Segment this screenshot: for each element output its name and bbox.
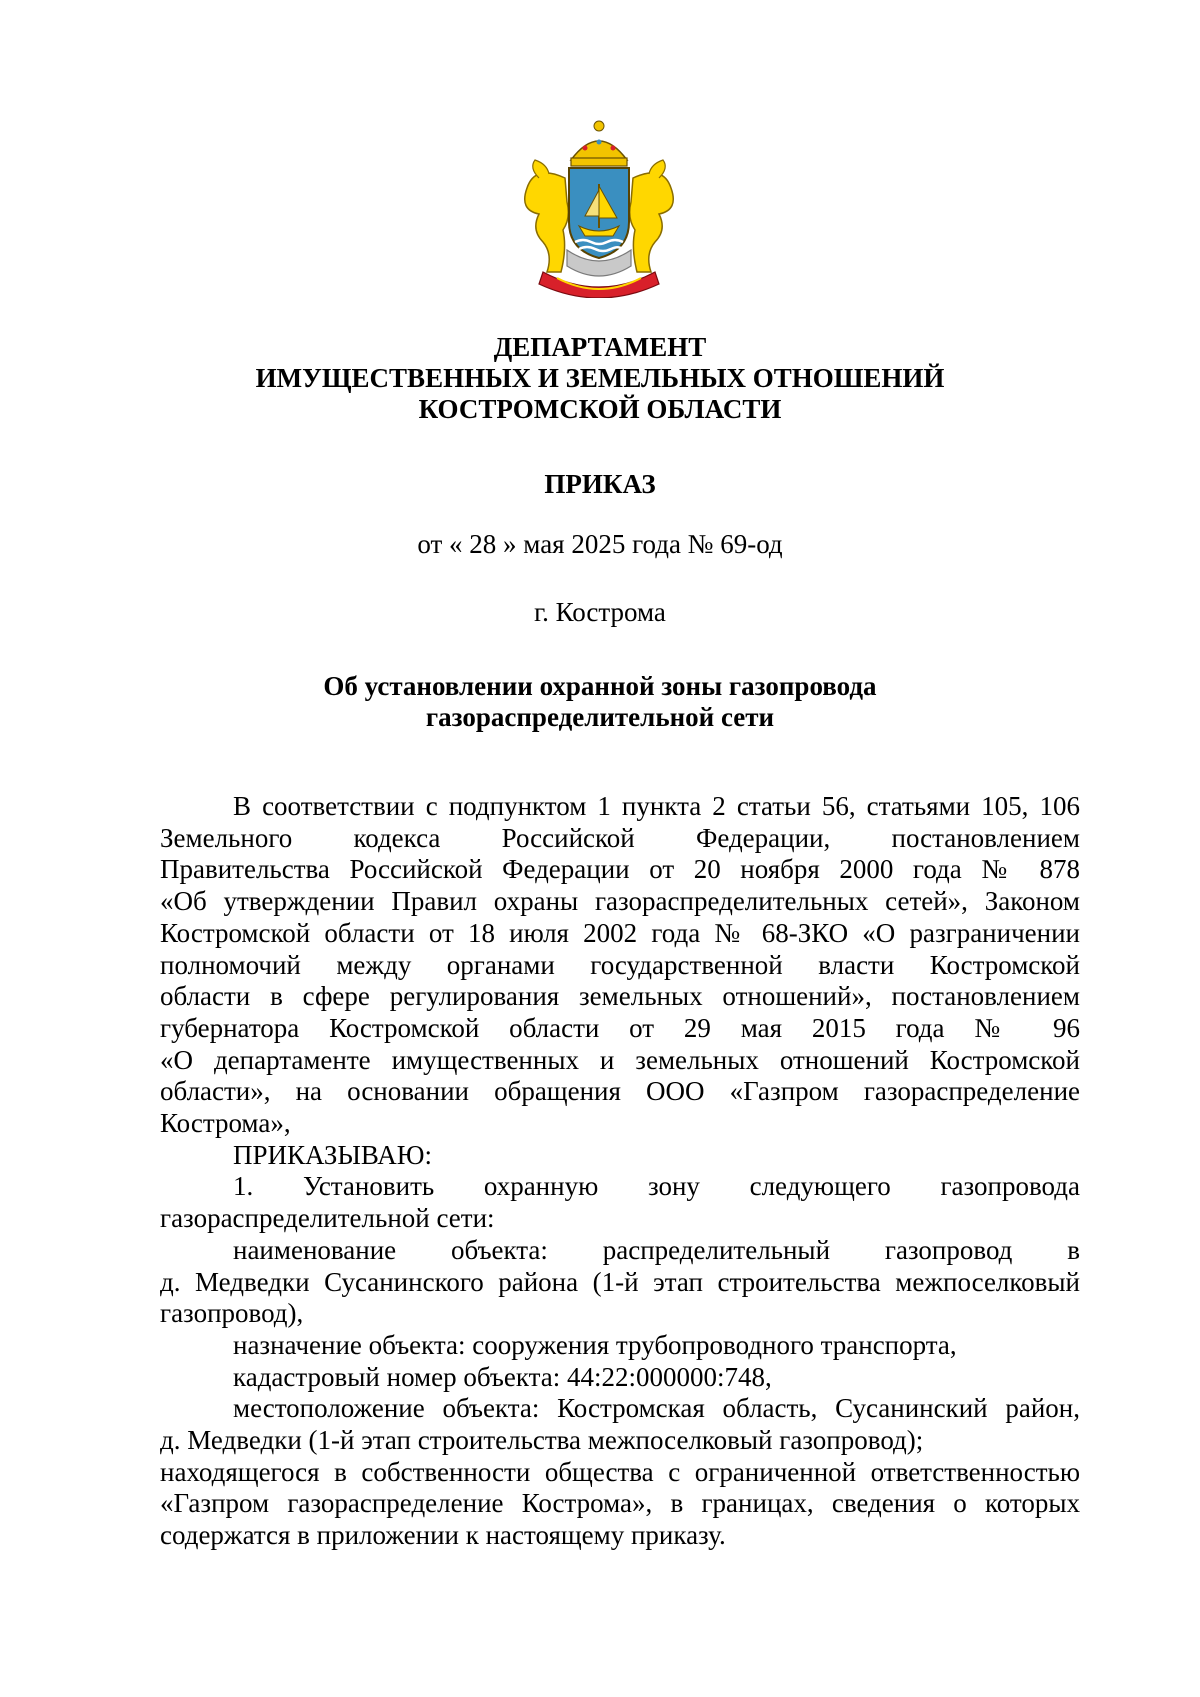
body-line: области», на основании обращения ООО «Газпром газораспределение bbox=[160, 1076, 1080, 1107]
body-line: Земельного кодекса Российской Федерации, постановлением bbox=[160, 822, 1080, 853]
order-date-number: от « 28 » мая 2025 года № 69-од bbox=[417, 529, 783, 559]
body-line: Кострома», bbox=[160, 1108, 291, 1139]
document-type: ПРИКАЗ bbox=[544, 469, 656, 499]
department-line: КОСТРОМСКОЙ ОБЛАСТИ bbox=[418, 394, 782, 424]
body-line: области в сфере регулирования земельных отношений», постановлением bbox=[160, 981, 1080, 1012]
subject-line: газораспределительной сети bbox=[425, 702, 775, 732]
body-line: В соответствии с подпунктом 1 пункта 2 статьи 56, статьями 105, 106 bbox=[233, 791, 1080, 821]
city: г. Кострома bbox=[534, 597, 666, 627]
body-line: кадастровый номер объекта: 44:22:000000:748, bbox=[233, 1361, 772, 1392]
coat-of-arms-icon bbox=[513, 118, 685, 298]
body-line: Костромской области от 18 июля 2002 года № 68-ЗКО «О разграничении bbox=[160, 917, 1080, 948]
body-line: д. Медведки (1-й этап строительства межпоселковый газопровод); bbox=[160, 1425, 924, 1456]
body-line: Правительства Российской Федерации от 20 ноября 2000 года № 878 bbox=[160, 854, 1080, 885]
body-line: полномочий между органами государственной власти Костромской bbox=[160, 949, 1080, 980]
body-line: назначение объекта: сооружения трубопроводного транспорта, bbox=[233, 1329, 957, 1360]
body-line: газораспределительной сети: bbox=[160, 1203, 495, 1234]
body-line: местоположение объекта: Костромская область, Сусанинский район, bbox=[233, 1393, 1080, 1424]
department-line: ИМУЩЕСТВЕННЫХ И ЗЕМЕЛЬНЫХ ОТНОШЕНИЙ bbox=[255, 363, 945, 393]
body-line: находящегося в собственности общества с ограниченной ответственностью bbox=[160, 1456, 1080, 1487]
body-line: губернатора Костромской области от 29 мая 2015 года № 96 bbox=[160, 1012, 1080, 1043]
body-line: газопровод), bbox=[160, 1298, 304, 1329]
subject-line: Об установлении охранной зоны газопровода bbox=[323, 671, 877, 701]
body-line: содержатся в приложении к настоящему приказу. bbox=[160, 1520, 726, 1551]
body-line: «О департаменте имущественных и земельных отношений Костромской bbox=[160, 1044, 1080, 1075]
body-line: ПРИКАЗЫВАЮ: bbox=[233, 1139, 432, 1170]
body-line: наименование объекта: распределительный газопровод в bbox=[233, 1234, 1080, 1265]
body-line: «Газпром газораспределение Кострома», в границах, сведения о которых bbox=[160, 1488, 1080, 1519]
order-subject bbox=[0, 671, 1200, 733]
body-line: «Об утверждении Правил охраны газораспределительных сетей», Законом bbox=[160, 886, 1080, 917]
body-line: д. Медведки Сусанинского района (1-й этап строительства межпоселковый bbox=[160, 1266, 1080, 1297]
order-body bbox=[160, 791, 1080, 1552]
department-line: ДЕПАРТАМЕНТ bbox=[493, 332, 707, 362]
body-line: 1. Установить охранную зону следующего газопровода bbox=[233, 1171, 1080, 1202]
department-name bbox=[0, 332, 1200, 425]
